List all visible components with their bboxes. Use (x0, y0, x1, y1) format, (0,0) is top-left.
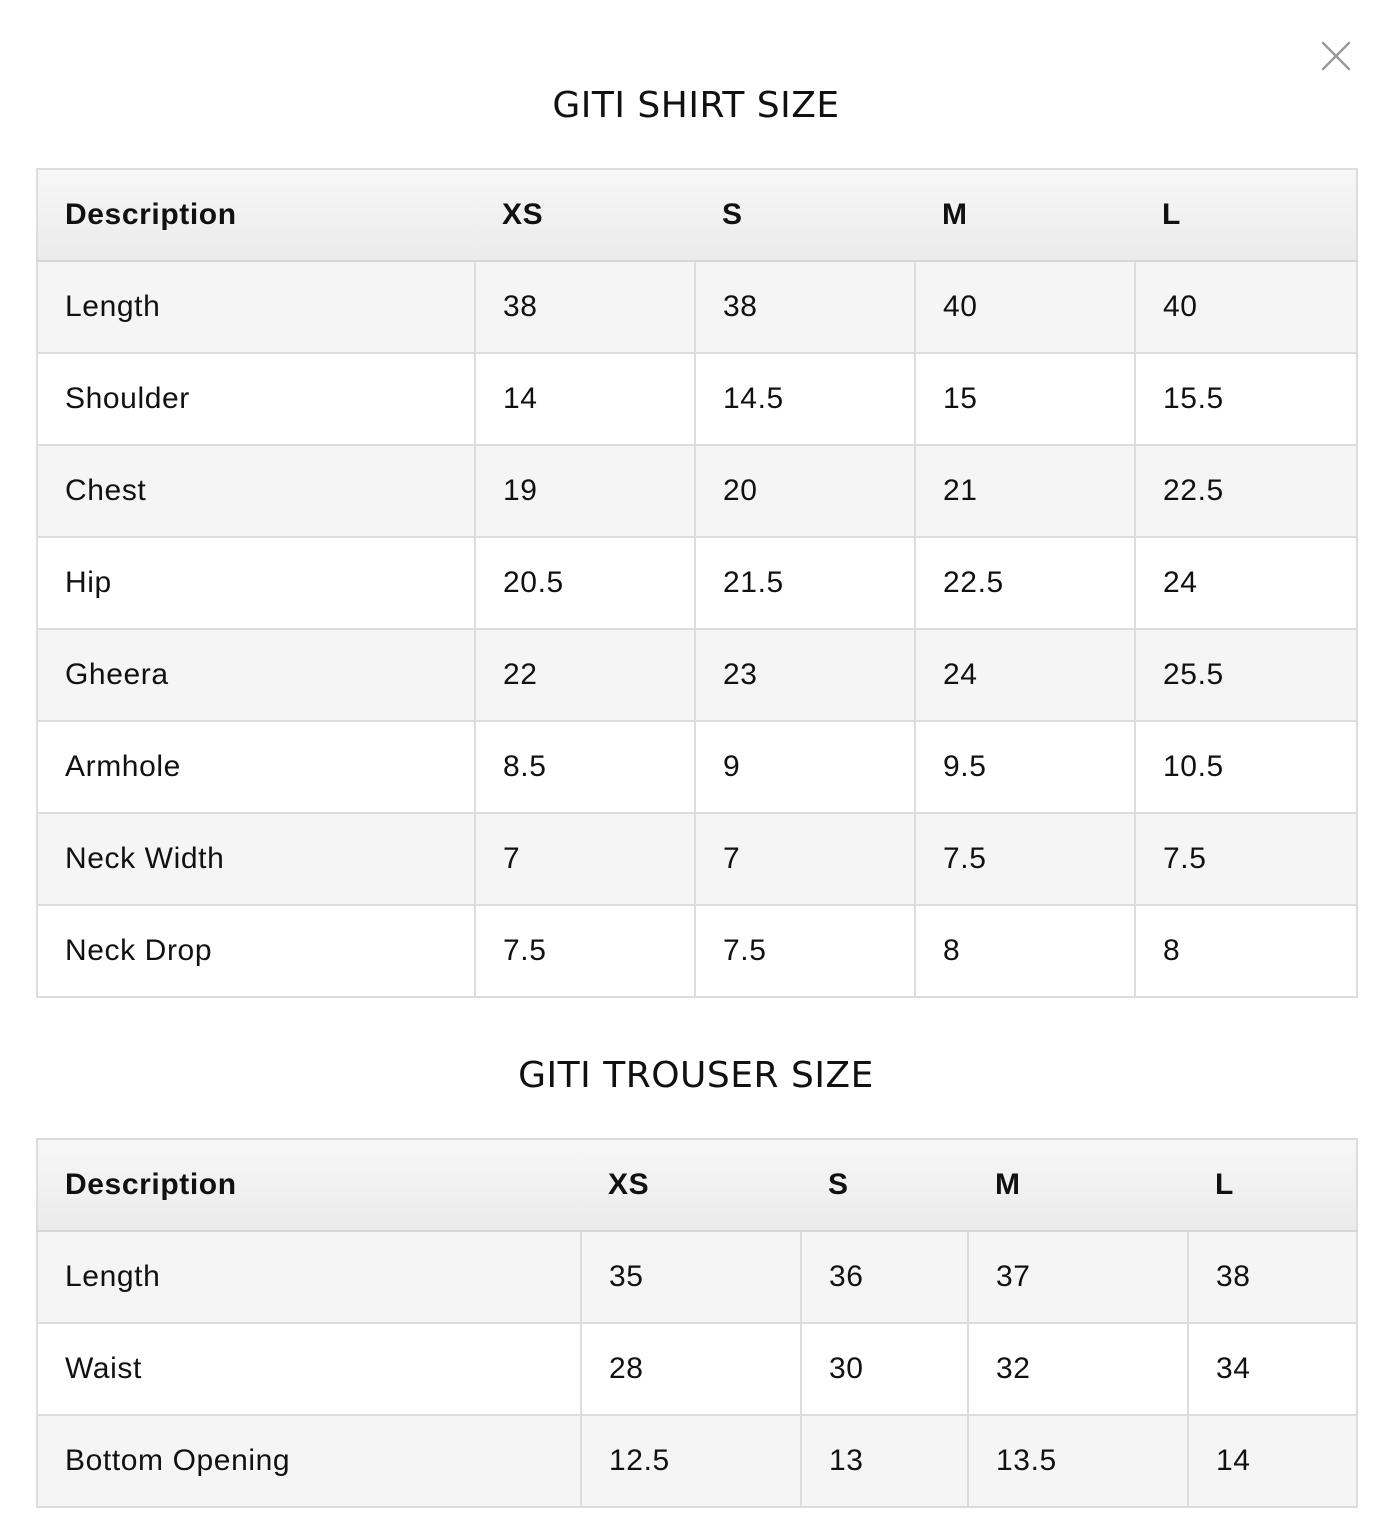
row-label: Armhole (37, 721, 475, 813)
table-cell: 40 (1135, 261, 1357, 353)
table-row (37, 1323, 1357, 1415)
row-label: Neck Drop (37, 905, 475, 997)
table-row (37, 537, 1357, 629)
header-row (37, 1139, 1357, 1231)
header-cell-l: L (1188, 1139, 1357, 1231)
header-cell-l: L (1135, 169, 1357, 261)
table-cell: 8 (1135, 905, 1357, 997)
table-cell: 35 (581, 1231, 801, 1323)
row-label: Gheera (37, 629, 475, 721)
table-cell: 36 (801, 1231, 968, 1323)
table-row (37, 629, 1357, 721)
table-cell: 9.5 (915, 721, 1135, 813)
header-cell-m: M (915, 169, 1135, 261)
table-cell: 23 (695, 629, 915, 721)
table-row (37, 445, 1357, 537)
close-icon (1318, 38, 1354, 74)
header-cell-xs: XS (475, 169, 695, 261)
table-cell: 38 (475, 261, 695, 353)
table-cell: 13 (801, 1415, 968, 1507)
row-label: Waist (37, 1323, 581, 1415)
table-cell: 19 (475, 445, 695, 537)
table-cell: 24 (1135, 537, 1357, 629)
table-cell: 40 (915, 261, 1135, 353)
table-cell: 7 (695, 813, 915, 905)
table-cell: 34 (1188, 1323, 1357, 1415)
table-cell: 15 (915, 353, 1135, 445)
table-row (37, 261, 1357, 353)
table-row (37, 721, 1357, 813)
table-row (37, 353, 1357, 445)
header-cell-s: S (695, 169, 915, 261)
table-cell: 21 (915, 445, 1135, 537)
table-cell: 28 (581, 1323, 801, 1415)
table-header (37, 169, 1357, 261)
shirt-size-table (36, 168, 1358, 998)
table-cell: 7.5 (475, 905, 695, 997)
table-cell: 30 (801, 1323, 968, 1415)
table-cell: 22 (475, 629, 695, 721)
table-cell: 8 (915, 905, 1135, 997)
table-cell: 20 (695, 445, 915, 537)
trouser-size-title: GITI TROUSER SIZE (518, 1055, 874, 1096)
table-cell: 7.5 (915, 813, 1135, 905)
row-label: Hip (37, 537, 475, 629)
table-row (37, 813, 1357, 905)
header-row (37, 169, 1357, 261)
table-cell: 21.5 (695, 537, 915, 629)
header-cell-xs: XS (581, 1139, 801, 1231)
table-row (37, 905, 1357, 997)
table-cell: 10.5 (1135, 721, 1357, 813)
table-cell: 14 (1188, 1415, 1357, 1507)
trouser-size-table (36, 1138, 1358, 1508)
table-cell: 22.5 (1135, 445, 1357, 537)
table-cell: 13.5 (968, 1415, 1188, 1507)
close-button[interactable] (1318, 38, 1354, 74)
table-cell: 7.5 (1135, 813, 1357, 905)
header-cell-m: M (968, 1139, 1188, 1231)
table-cell: 38 (695, 261, 915, 353)
row-label: Length (37, 1231, 581, 1323)
table-cell: 8.5 (475, 721, 695, 813)
table-cell: 22.5 (915, 537, 1135, 629)
table-cell: 7.5 (695, 905, 915, 997)
row-label: Bottom Opening (37, 1415, 581, 1507)
table-cell: 38 (1188, 1231, 1357, 1323)
table-cell: 37 (968, 1231, 1188, 1323)
table-cell: 32 (968, 1323, 1188, 1415)
table-cell: 20.5 (475, 537, 695, 629)
row-label: Neck Width (37, 813, 475, 905)
table-cell: 25.5 (1135, 629, 1357, 721)
table-cell: 14.5 (695, 353, 915, 445)
header-cell-description: Description (37, 169, 475, 261)
table-cell: 14 (475, 353, 695, 445)
table-row (37, 1415, 1357, 1507)
table-cell: 24 (915, 629, 1135, 721)
header-cell-s: S (801, 1139, 968, 1231)
table-row (37, 1231, 1357, 1323)
table-cell: 15.5 (1135, 353, 1357, 445)
row-label: Shoulder (37, 353, 475, 445)
table-header (37, 1139, 1357, 1231)
row-label: Length (37, 261, 475, 353)
table-cell: 7 (475, 813, 695, 905)
shirt-size-title: GITI SHIRT SIZE (552, 85, 840, 126)
header-cell-description: Description (37, 1139, 581, 1231)
table-cell: 12.5 (581, 1415, 801, 1507)
table-cell: 9 (695, 721, 915, 813)
row-label: Chest (37, 445, 475, 537)
